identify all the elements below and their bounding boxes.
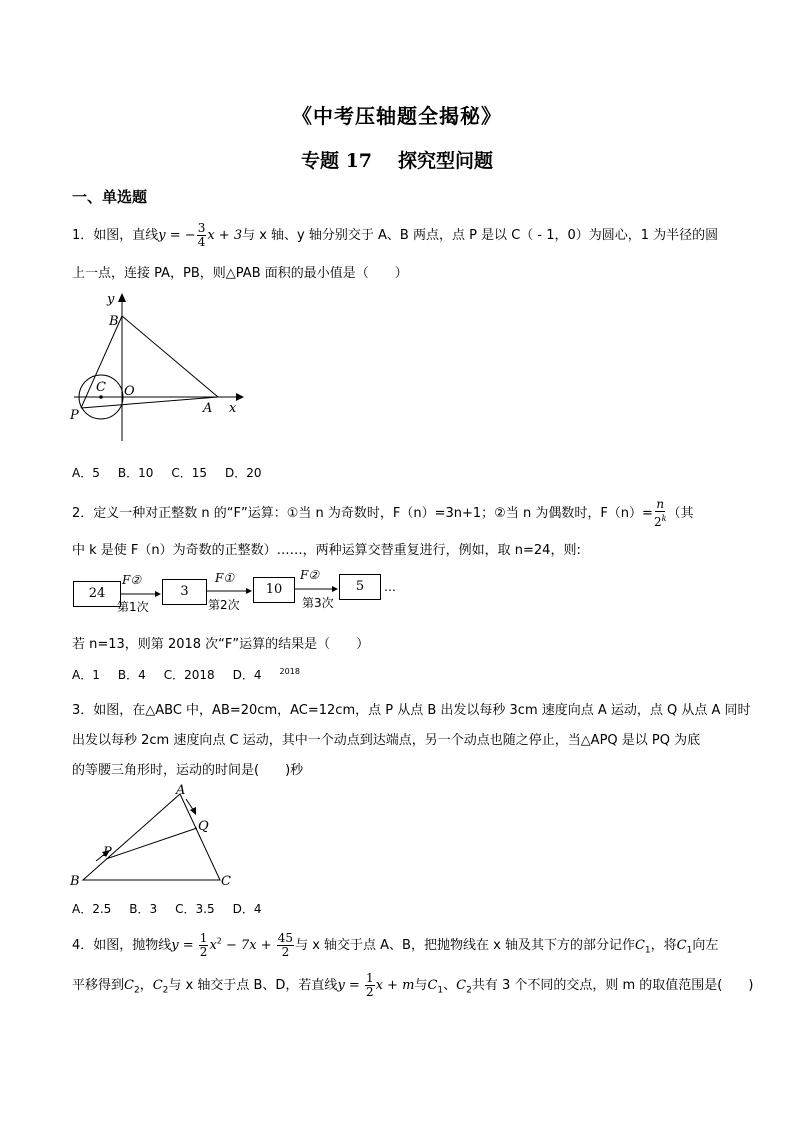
- q4-c1-sub: 1: [644, 945, 651, 956]
- q4-line-2: [72, 972, 753, 999]
- q4-frac1-den: 2: [199, 945, 208, 959]
- q4-c2: C: [124, 978, 134, 993]
- q3-triangle: [83, 794, 220, 880]
- q1-option-d[interactable]: D．20: [225, 466, 262, 480]
- q2-option-d-exp: 2018: [279, 667, 300, 676]
- q2-option-d[interactable]: [233, 668, 300, 682]
- q1-label-y: y: [107, 292, 115, 307]
- q1-option-c[interactable]: C．15: [171, 466, 208, 480]
- q4-sep: 、: [443, 978, 457, 993]
- flow-box-1: 24: [73, 581, 121, 607]
- q4-line2-end-pre: 与: [414, 978, 428, 993]
- q1-line-2: 上一点，连接 PA，PB，则△PAB 面积的最小值是（ ）: [72, 266, 408, 281]
- q2-text-pre: 2．定义一种对正整数 n 的“F”运算：①当 n 为奇数时，F（n）=3n+1；②当 n 为偶数时，F（n）=: [72, 506, 653, 521]
- q1-option-b[interactable]: B．10: [117, 466, 154, 480]
- flow-box-3: 10: [253, 577, 295, 603]
- q3-label-p: P: [103, 845, 112, 860]
- q4-line2-mid2: 与 x 轴交于点 B、D，若直线: [168, 978, 338, 993]
- q4-frac2-den: 2: [281, 945, 290, 959]
- flow-box-2: 3: [162, 579, 207, 605]
- flow-op-3: F②: [300, 568, 320, 582]
- q3-option-b[interactable]: B．3: [129, 902, 158, 916]
- document-title: 《中考压轴题全揭秘》: [292, 104, 502, 128]
- q1-label-c: C: [96, 380, 106, 395]
- flow-step-2: 第2次: [208, 598, 240, 612]
- flow-op-1: F②: [122, 573, 142, 587]
- q3-line-1: 3．如图，在△ABC 中，AB=20cm，AC=12cm，点 P 从点 B 出发以每秒 3cm 速度向点 A 运动，点 Q 从点 A 同时: [72, 703, 751, 718]
- q4-text-end1: 向左: [692, 938, 719, 953]
- q1-label-x: x: [229, 401, 237, 416]
- flow-arrowhead-2: [246, 588, 252, 594]
- q1-eq-right: x + 3: [207, 228, 243, 243]
- q4-eq2-b: x + m: [375, 978, 415, 993]
- subtitle-topic-number: 专题 17: [300, 150, 373, 172]
- q4-text-pre: 4．如图，抛物线: [72, 938, 172, 953]
- q3-option-a[interactable]: A．2.5: [72, 902, 112, 916]
- q4-eq-c: − 7x +: [221, 938, 276, 953]
- q4-fraction-3: [365, 972, 375, 999]
- q3-label-q: Q: [198, 819, 209, 834]
- q3-label-a: A: [176, 783, 186, 798]
- q4-frac3-den: 2: [365, 985, 374, 999]
- q2-option-a[interactable]: A．1: [72, 668, 100, 682]
- q4-eq-a: y =: [171, 938, 198, 953]
- q4-c2b: C: [152, 978, 163, 993]
- q4-line2-pre: 平移得到: [72, 978, 125, 993]
- q4-line2-mid: ，: [139, 978, 153, 993]
- q3-option-c[interactable]: C．3.5: [175, 902, 215, 916]
- flow-op-2: F①: [215, 571, 235, 585]
- section-heading: 一、单选题: [72, 188, 148, 206]
- flow-arrowhead-1: [155, 591, 161, 597]
- q4-c2c: C: [456, 978, 467, 993]
- q4-eq-b-exp: 2: [216, 936, 222, 946]
- q4-c1b: C: [676, 938, 687, 953]
- q3-segment-pq: [106, 828, 197, 859]
- q1-label-o: O: [124, 384, 135, 399]
- q4-frac1-num: 1: [199, 931, 208, 945]
- q4-c1b-sub: 1: [686, 945, 693, 956]
- q4-c1c: C: [427, 978, 438, 993]
- q3-option-d[interactable]: D．4: [232, 902, 262, 916]
- q2-options: [72, 666, 318, 683]
- q4-eq2-a: y =: [337, 978, 364, 993]
- flow-ellipsis: …: [384, 580, 396, 594]
- q1-option-a[interactable]: A．5: [72, 466, 100, 480]
- q3-line-2: 出发以每秒 2cm 速度向点 C 运动，其中一个动点到达端点，另一个动点也随之停止，当△APQ 是以 PQ 为底: [72, 733, 701, 748]
- q1-eq-left: y = −: [158, 228, 196, 243]
- q4-fraction-1: [199, 932, 209, 959]
- q1-frac-den: 4: [197, 235, 206, 249]
- q1-text-pre: 1．如图，直线: [72, 228, 159, 243]
- subtitle-topic-name: 探究型问题: [398, 150, 494, 172]
- q4-c2-sub: 2: [133, 985, 140, 996]
- flow-step-3: 第3次: [302, 596, 334, 610]
- q3-options: [72, 900, 280, 917]
- q1-label-a: A: [203, 401, 213, 416]
- q4-fraction-2: [277, 932, 294, 959]
- q2-option-d-base: D．4: [232, 668, 262, 682]
- q4-frac2-num: 45: [277, 931, 294, 945]
- q2-frac-num: n: [656, 497, 665, 511]
- q4-line2-end: 共有 3 个不同的交点，则 m 的取值范围是( ): [471, 978, 754, 993]
- q4-frac3-num: 1: [365, 971, 374, 985]
- q2-line-3: 若 n=13，则第 2018 次“F”运算的结果是（ ）: [72, 637, 370, 652]
- q4-text-mid2: ，将: [650, 938, 677, 953]
- q3-figure: [66, 782, 246, 892]
- q2-option-b[interactable]: B．4: [117, 668, 146, 682]
- q2-frac-den: 2: [653, 515, 662, 529]
- q4-c2c-sub: 2: [466, 985, 472, 996]
- q2-line-2: 中 k 是使 F（n）为奇数的正整数）……，两种运算交替重复进行，例如，取 n=24，则:: [72, 543, 581, 558]
- q3-arrowhead-a: [190, 807, 196, 815]
- q2-frac-exp: k: [661, 514, 667, 523]
- q1-frac-num: 3: [197, 221, 206, 235]
- q3-label-b: B: [70, 874, 80, 889]
- q2-text-post: （其: [667, 506, 694, 521]
- q1-label-p: P: [70, 408, 79, 423]
- q4-c2b-sub: 2: [162, 985, 169, 996]
- flow-arrowhead-3: [332, 586, 338, 592]
- q4-c1: C: [634, 938, 645, 953]
- flow-step-1: 第1次: [117, 600, 149, 614]
- q1-label-b: B: [109, 314, 119, 329]
- q4-line-1: [72, 932, 718, 959]
- q3-label-c: C: [221, 874, 231, 889]
- flow-box-4: 5: [339, 574, 381, 600]
- q1-text-post: 与 x 轴、y 轴分别交于 A、B 两点，点 P 是以 C（ - 1，0）为圆心，1 为半径的圆: [242, 228, 719, 243]
- q4-text-mid: 与 x 轴交于点 A、B，把抛物线在 x 轴及其下方的部分记作: [295, 938, 635, 953]
- q4-eq-b: x: [209, 938, 217, 953]
- q3-line-3: 的等腰三角形时，运动的时间是( )秒: [72, 763, 304, 778]
- q2-option-c[interactable]: C．2018: [163, 668, 215, 682]
- q4-c1c-sub: 1: [437, 985, 444, 996]
